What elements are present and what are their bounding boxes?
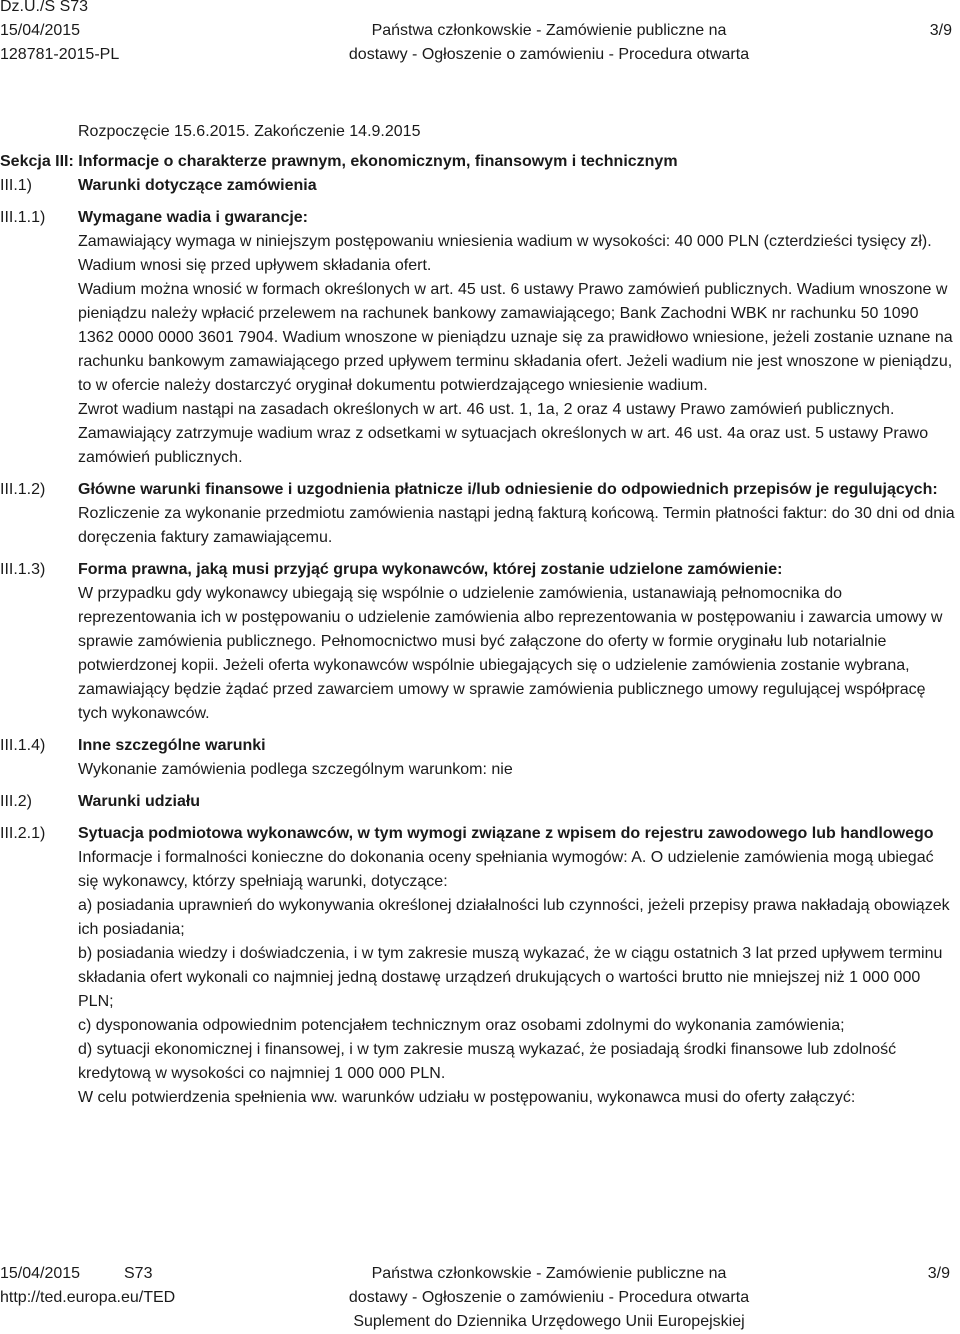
header-doc-id: 128781-2015-PL xyxy=(0,46,120,63)
header-title-line1: Państwa członkowskie - Zamówienie publiczne na xyxy=(371,22,727,39)
item-III-2 xyxy=(0,790,958,814)
item-number: III.2.1) xyxy=(0,825,46,842)
item-number: III.2) xyxy=(0,793,33,810)
dates-row xyxy=(0,120,958,144)
header-title-line2: dostawy - Ogłoszenie o zamówieniu - Procedura otwarta xyxy=(348,46,750,63)
item-III-1 xyxy=(0,174,958,198)
item-number: III.1) xyxy=(0,177,33,194)
item-title: Forma prawna, jaką musi przyjąć grupa wykonawców, której zostanie udzielone zamówienie: xyxy=(78,561,783,578)
footer-title-line1: Państwa członkowskie - Zamówienie publiczne na xyxy=(371,1265,727,1282)
footer-title-line2: dostawy - Ogłoszenie o zamówieniu - Procedura otwarta xyxy=(348,1289,750,1306)
paragraph: Zamawiający wymaga w niniejszym postępowaniu wniesienia wadium w wysokości: 40 000 PLN (czterdzieści tysięcy zł). xyxy=(78,233,932,250)
paragraph: c) dysponowania odpowiednim potencjałem technicznym oraz osobami zdolnymi do wykonania zamówienia; xyxy=(78,1017,845,1034)
item-title: Wymagane wadia i gwarancje: xyxy=(78,209,309,226)
section-title: Sekcja III: Informacje o charakterze prawnym, ekonomicznym, finansowym i technicznym xyxy=(0,153,678,170)
item-title: Sytuacja podmiotowa wykonawców, w tym wymogi związane z wpisem do rejestru zawodowego lub handlowego xyxy=(78,825,934,842)
paragraph: a) posiadania uprawnień do wykonywania określonej działalności lub czynności, jeżeli przepisy prawa nakładają obowiązek ich posiadania; xyxy=(78,897,950,938)
paragraph: d) sytuacji ekonomicznej i finansowej, i w tym zakresie muszą wykazać, że posiadają środki finansowe lub zdolność kredytową w wysokości co najmniej 1 000 000 PLN. xyxy=(78,1041,897,1082)
item-title: Inne szczególne warunki xyxy=(78,737,266,754)
item-III-2-1 xyxy=(0,822,958,1110)
document-body xyxy=(0,120,958,1110)
paragraph: Wadium można wnosić w formach określonych w art. 45 ust. 6 ustawy Prawo zamówień publicznych. Wadium wnoszone w pieniądzu należy wpłacić przelewem na rachunek bankowy zamawiającego; Bank Zachodni WBK nr rachunku 50 1090 1362 0000 0000 3601 7904. Wadium wnoszone w pieniądzu uznaje się za prawidłowo wniesione, jeżeli zostanie uznane na rachunku bankowym zamawiającego przed upływem terminu składania ofert. Jeżeli wadium nie jest wnoszone w pieniądzu, to w ofercie należy dostarczyć oryginał dokumentu potwierdzającego wniesienie wadium. xyxy=(78,281,953,394)
item-III-1-4 xyxy=(0,734,958,782)
item-III-1-1 xyxy=(0,206,958,470)
paragraph: W przypadku gdy wykonawcy ubiegają się wspólnie o udzielenie zamówienia, ustanawiają pełnomocnika do reprezentowania ich w postępowaniu o udzielenie zamówienia albo reprezentowania w postępowaniu i zawarcia umowy w sprawie zamówienia publicznego. Pełnomocnictwo musi być załączone do oferty w formie oryginału lub notarialnie potwierdzonej kopii. Jeżeli oferta wykonawców wspólnie ubiegających się o udzielenie zamówienia zostanie wybrana, zamawiający będzie żądać przed zawarciem umowy w sprawie zamówienia publicznego umowy regulującej współpracę tych wykonawców. xyxy=(78,585,943,722)
header-date: 15/04/2015 xyxy=(0,22,81,39)
item-title: Warunki udziału xyxy=(78,793,201,810)
footer-url[interactable]: http://ted.europa.eu/TED xyxy=(0,1289,176,1306)
item-title: Główne warunki finansowe i uzgodnienia płatnicze i/lub odniesienie do odpowiednich przepisów je regulujących: xyxy=(78,481,938,498)
paragraph: Rozliczenie za wykonanie przedmiotu zamówienia nastąpi jedną fakturą końcową. Termin płatności faktur: do 30 dni od dnia doręczenia faktury zamawiającemu. xyxy=(78,505,955,546)
paragraph: Informacje i formalności konieczne do dokonania oceny spełniania wymogów: A. O udzielenie zamówienia mogą ubiegać się wykonawcy, którzy spełniają warunki, dotyczące: xyxy=(78,849,934,890)
page-footer xyxy=(0,1262,958,1334)
item-number: III.1.2) xyxy=(0,481,46,498)
footer-title-line3: Suplement do Dziennika Urzędowego Unii Europejskiej xyxy=(353,1313,745,1330)
item-title: Warunki dotyczące zamówienia xyxy=(78,177,317,194)
item-number: III.1.1) xyxy=(0,209,46,226)
footer-series: S73 xyxy=(124,1265,153,1282)
item-III-1-2 xyxy=(0,478,958,550)
footer-date: 15/04/2015 xyxy=(0,1265,81,1282)
header-page-number: 3/9 xyxy=(929,22,952,39)
paragraph: Wykonanie zamówienia podlega szczególnym warunkom: nie xyxy=(78,761,513,778)
item-number: III.1.4) xyxy=(0,737,46,754)
item-III-1-3 xyxy=(0,558,958,726)
item-number: III.1.3) xyxy=(0,561,46,578)
paragraph: Wadium wnosi się przed upływem składania ofert. xyxy=(78,257,432,274)
dates-line: Rozpoczęcie 15.6.2015. Zakończenie 14.9.2015 xyxy=(78,123,421,140)
paragraph: b) posiadania wiedzy i doświadczenia, i w tym zakresie muszą wykazać, że w ciągu ostatnich 3 lat przed upływem terminu składania ofert wykonali co najmniej jedną dostawę urządzeń drukujących o wartości brutto nie mniejszej niż 1 000 000 PLN; xyxy=(78,945,943,1010)
journal-ref: Dz.U./S S73 xyxy=(0,0,89,15)
section-heading-row xyxy=(0,150,958,174)
footer-page-number: 3/9 xyxy=(927,1265,950,1282)
paragraph: Zwrot wadium nastąpi na zasadach określonych w art. 46 ust. 1, 1a, 2 oraz 4 ustawy Prawo zamówień publicznych. Zamawiający zatrzymuje wadium wraz z odsetkami w sytuacjach określonych w art. 46 ust. 4a oraz ust. 5 ustawy Prawo zamówień publicznych. xyxy=(78,401,929,466)
paragraph: W celu potwierdzenia spełnienia ww. warunków udziału w postępowaniu, wykonawca musi do oferty załączyć: xyxy=(78,1089,856,1106)
